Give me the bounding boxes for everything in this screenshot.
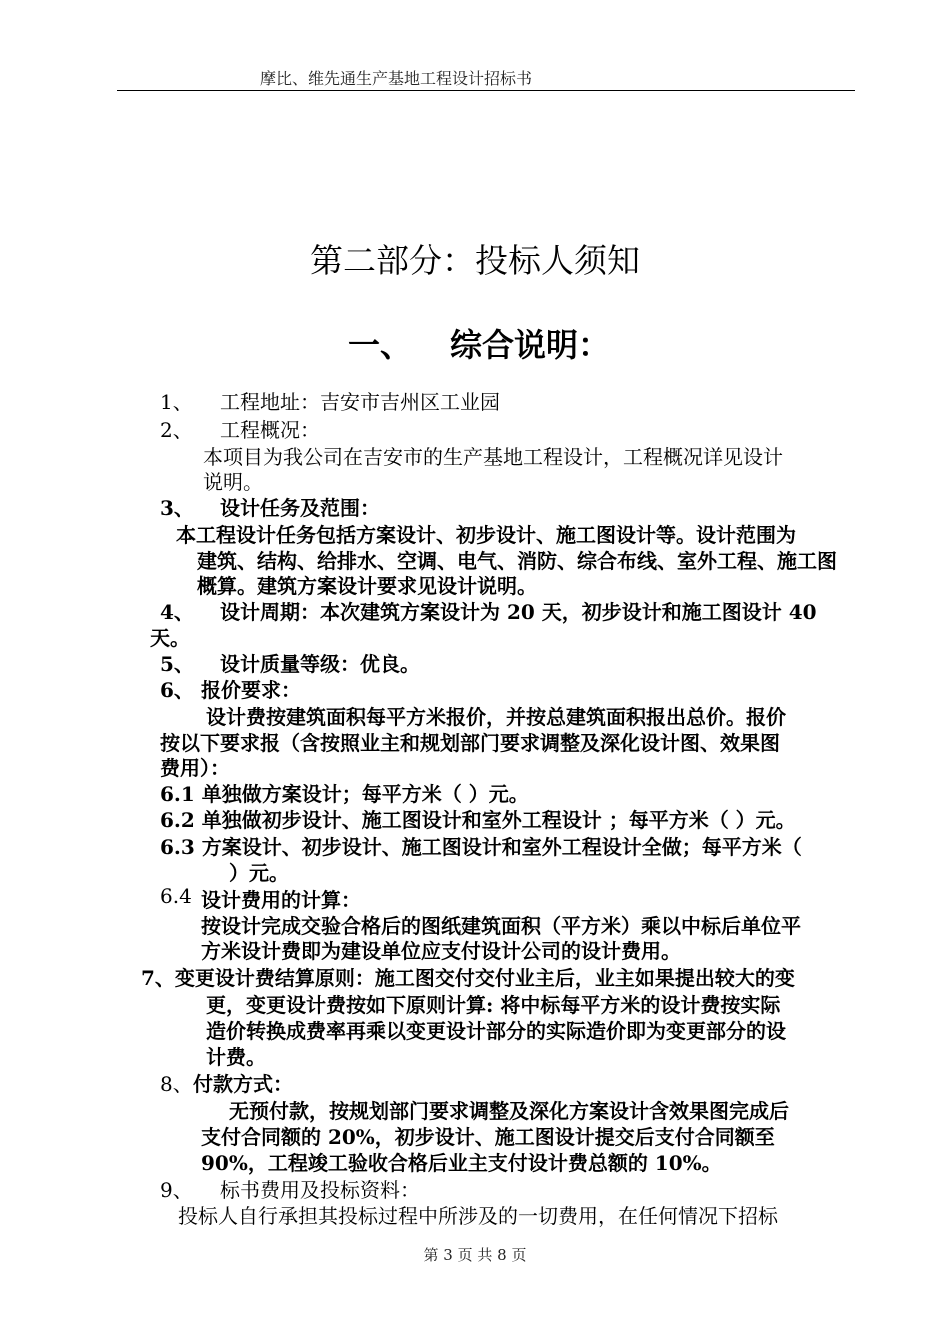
item-4-number: 4、	[160, 600, 194, 624]
item-6-3-continuation: ）元。	[229, 861, 289, 885]
item-3-paragraph-line: 本工程设计任务包括方案设计、初步设计、施工图设计等。设计范围为	[176, 523, 796, 547]
item-1-number: 1、	[160, 390, 193, 414]
item-5-number: 5、	[160, 652, 194, 676]
item-3-text: 设计任务及范围：	[220, 496, 380, 520]
item-6-paragraph-line: 设计费按建筑面积每平方米报价，并按总建筑面积报出总价。报价	[206, 705, 786, 729]
document-header-title: 摩比、维先通生产基地工程设计招标书	[260, 69, 533, 88]
item-6-4-text: 设计费用的计算：	[201, 888, 361, 912]
item-6-1: 6.1 单独做方案设计；每平方米（ ）元。	[160, 782, 529, 806]
item-4-text: 设计周期：本次建筑方案设计为 20 天，初步设计和施工图设计 40	[220, 600, 817, 624]
item-9-text: 标书费用及投标资料：	[220, 1178, 420, 1202]
item-2-number: 2、	[160, 418, 193, 442]
item-8-paragraph-line: 90%，工程竣工验收合格后业主支付设计费总额的 10%。	[201, 1151, 722, 1175]
item-4-paragraph-line: 天。	[150, 626, 190, 650]
item-2-text: 工程概况：	[220, 418, 320, 442]
page-number-footer: 第 3 页 共 8 页	[423, 1246, 527, 1264]
item-7-paragraph-line: 计费。	[206, 1045, 266, 1069]
item-1-text: 工程地址：吉安市吉州区工业园	[220, 390, 500, 414]
item-9-paragraph-line: 投标人自行承担其投标过程中所涉及的一切费用，在任何情况下招标	[178, 1204, 778, 1228]
item-5-text: 设计质量等级：优良。	[220, 652, 420, 676]
item-7-paragraph-line: 更，变更设计费按如下原则计算: 将中标每平方米的设计费按实际	[206, 993, 781, 1017]
item-8-number: 8、	[160, 1072, 193, 1096]
part-title: 第二部分：投标人须知	[310, 241, 640, 280]
item-7-paragraph-line: 造价转换成费率再乘以变更设计部分的实际造价即为变更部分的设	[206, 1019, 786, 1043]
item-2-paragraph-line: 本项目为我公司在吉安市的生产基地工程设计，工程概况详见设计	[203, 445, 783, 469]
item-3-paragraph-line: 概算。建筑方案设计要求见设计说明。	[197, 574, 537, 598]
item-8-text: 付款方式：	[193, 1072, 293, 1096]
item-6-4-paragraph-line: 按设计完成交验合格后的图纸建筑面积（平方米）乘以中标后单位平	[201, 914, 801, 938]
item-8-paragraph-line: 支付合同额的 20%，初步设计、施工图设计提交后支付合同额至	[201, 1125, 775, 1149]
item-6-paragraph-line: 费用）：	[160, 756, 230, 780]
item-6-4-paragraph-line: 方米设计费即为建设单位应支付设计公司的设计费用。	[201, 939, 681, 963]
item-6-3: 6.3 方案设计、初步设计、施工图设计和室外工程设计全做；每平方米（	[160, 835, 802, 859]
section-title: 综合说明：	[450, 326, 611, 364]
item-6-4-number: 6.4	[160, 884, 192, 908]
item-9-number: 9、	[160, 1178, 193, 1202]
item-6-paragraph-line: 按以下要求报（含按照业主和规划部门要求调整及深化设计图、效果图	[160, 731, 780, 755]
item-3-number: 3、	[160, 496, 194, 520]
item-8-paragraph-line: 无预付款，按规划部门要求调整及深化方案设计含效果图完成后	[229, 1099, 789, 1123]
item-6-number: 6、	[160, 678, 194, 702]
item-7-paragraph-line: 7、变更设计费结算原则：施工图交付交付业主后，业主如果提出较大的变	[141, 966, 795, 990]
item-6-2: 6.2 单独做初步设计、施工图设计和室外工程设计 ；每平方米（ ）元。	[160, 808, 796, 832]
item-6-text: 报价要求：	[201, 678, 301, 702]
item-2-paragraph-line: 说明。	[203, 470, 263, 494]
section-number: 一、	[348, 326, 413, 364]
header-rule	[117, 90, 855, 91]
item-3-paragraph-line: 建筑、结构、给排水、空调、电气、消防、综合布线、室外工程、施工图	[197, 549, 837, 573]
